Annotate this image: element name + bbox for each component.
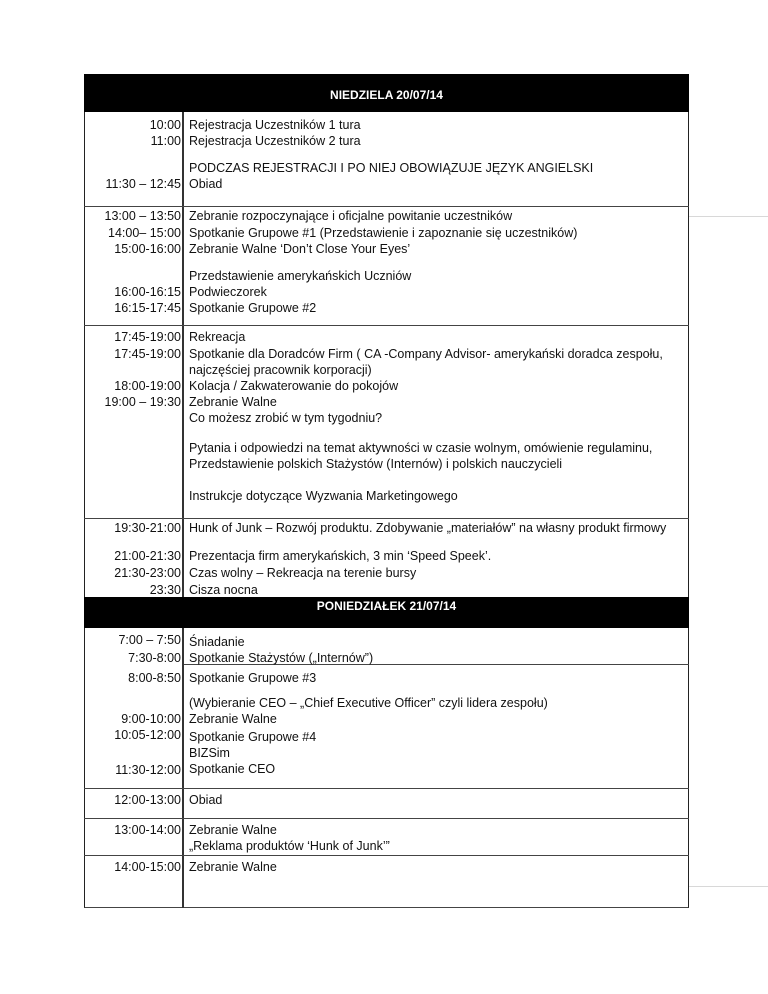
time-cell: 11:30-12:00: [115, 763, 181, 777]
activity-cell: Spotkanie dla Doradców Firm ( CA -Company Advisor- amerykański doradca zespołu, najczęściej pracownik korporacji): [189, 347, 663, 377]
time-cell: 16:15-17:45: [114, 301, 181, 315]
activity-cell: Obiad: [189, 177, 223, 191]
day-header-label: NIEDZIELA 20/07/14: [330, 88, 443, 102]
time-cell: 23:30: [149, 583, 181, 597]
margin-rule: [689, 216, 768, 217]
activity-cell: Spotkanie Grupowe #1 (Przedstawienie i zapoznanie się uczestników): [189, 226, 578, 240]
activity-cell: Spotkanie Stażystów („Internów”): [189, 651, 374, 665]
activity-note: BIZSim: [189, 746, 230, 760]
row-divider: [84, 325, 689, 326]
activity-cell: Prezentacja firm amerykańskich, 3 min ‘Speed Speek’.: [189, 549, 492, 563]
activity-cell: Zebranie Walne: [189, 823, 277, 837]
activity-cell: Obiad: [189, 793, 223, 807]
activity-cell: Spotkanie Grupowe #3: [189, 671, 317, 685]
time-cell: 18:00-19:00: [114, 379, 181, 393]
margin-rule: [689, 886, 768, 887]
time-cell: 10:05-12:00: [114, 728, 181, 742]
column-divider: [182, 112, 184, 608]
activity-cell: Zebranie Walne: [189, 860, 277, 874]
activity-cell: Podwieczorek: [189, 285, 267, 299]
time-cell: 7:30-8:00: [128, 651, 181, 665]
activity-cell: Śniadanie: [189, 635, 245, 649]
activity-note: (Wybieranie CEO – „Chief Executive Officer” czyli lidera zespołu): [189, 696, 548, 710]
time-cell: 17:45-19:00: [114, 347, 181, 361]
activity-note: „Reklama produktów ‘Hunk of Junk’”: [189, 839, 390, 853]
activity-cell: Zebranie Walne: [189, 712, 277, 726]
day-header-monday: [84, 597, 689, 628]
activity-note: Pytania i odpowiedzi na temat aktywności w czasie wolnym, omówienie regulaminu, Przedstawienie polskich Stażystów (Internów) i polskich nauczycieli: [189, 441, 653, 471]
time-cell: 13:00 – 13:50: [104, 209, 181, 223]
activity-cell: Rekreacja: [189, 330, 246, 344]
column-divider: [182, 628, 184, 908]
time-cell: 11:30 – 12:45: [105, 177, 181, 191]
activity-cell: Czas wolny – Rekreacja na terenie bursy: [189, 566, 417, 580]
time-cell: 15:00-16:00: [114, 242, 181, 256]
time-cell: 9:00-10:00: [121, 712, 181, 726]
activity-cell: Spotkanie CEO: [189, 762, 276, 776]
time-cell: 19:30-21:00: [114, 521, 181, 535]
time-cell: 17:45-19:00: [114, 330, 181, 344]
time-cell: 14:00– 15:00: [108, 226, 181, 240]
activity-cell: Zebranie rozpoczynające i oficjalne powitanie uczestników: [189, 209, 513, 223]
activity-note: PODCZAS REJESTRACJI I PO NIEJ OBOWIĄZUJE JĘZYK ANGIELSKI: [189, 161, 594, 175]
activity-cell: Rejestracja Uczestników 1 tura: [189, 118, 361, 132]
time-cell: 8:00-8:50: [128, 671, 181, 685]
row-divider: [84, 518, 689, 519]
time-cell: 21:30-23:00: [114, 566, 181, 580]
row-divider: [84, 818, 689, 819]
activity-note: Co możesz zrobić w tym tygodniu?: [189, 411, 383, 425]
activity-cell: Spotkanie Grupowe #2: [189, 301, 317, 315]
activity-cell: Kolacja / Zakwaterowanie do pokojów: [189, 379, 399, 393]
time-cell: 11:00: [150, 134, 181, 148]
time-cell: 16:00-16:15: [114, 285, 181, 299]
time-cell: 12:00-13:00: [114, 793, 181, 807]
row-divider: [84, 206, 689, 207]
activity-cell: Hunk of Junk – Rozwój produktu. Zdobywanie „materiałów” na własny produkt firmowy: [189, 521, 667, 535]
time-cell: 7:00 – 7:50: [118, 633, 181, 647]
time-cell: 21:00-21:30: [114, 549, 181, 563]
activity-note: Instrukcje dotyczące Wyzwania Marketingowego: [189, 489, 458, 503]
row-divider: [84, 788, 689, 789]
time-cell: 19:00 – 19:30: [104, 395, 181, 409]
day-header-sunday: [84, 74, 689, 112]
time-cell: 13:00-14:00: [114, 823, 181, 837]
activity-cell: Zebranie Walne ‘Don’t Close Your Eyes’: [189, 242, 411, 256]
time-cell: 10:00: [149, 118, 181, 132]
activity-cell: Rejestracja Uczestników 2 tura: [189, 134, 361, 148]
activity-cell: Cisza nocna: [189, 583, 258, 597]
activity-note: Przedstawienie amerykańskich Uczniów: [189, 269, 412, 283]
day-header-label: PONIEDZIAŁEK 21/07/14: [316, 599, 457, 613]
activity-cell: Zebranie Walne: [189, 395, 277, 409]
time-cell: 14:00-15:00: [114, 860, 181, 874]
row-divider: [84, 855, 689, 856]
activity-cell: Spotkanie Grupowe #4: [189, 730, 317, 744]
